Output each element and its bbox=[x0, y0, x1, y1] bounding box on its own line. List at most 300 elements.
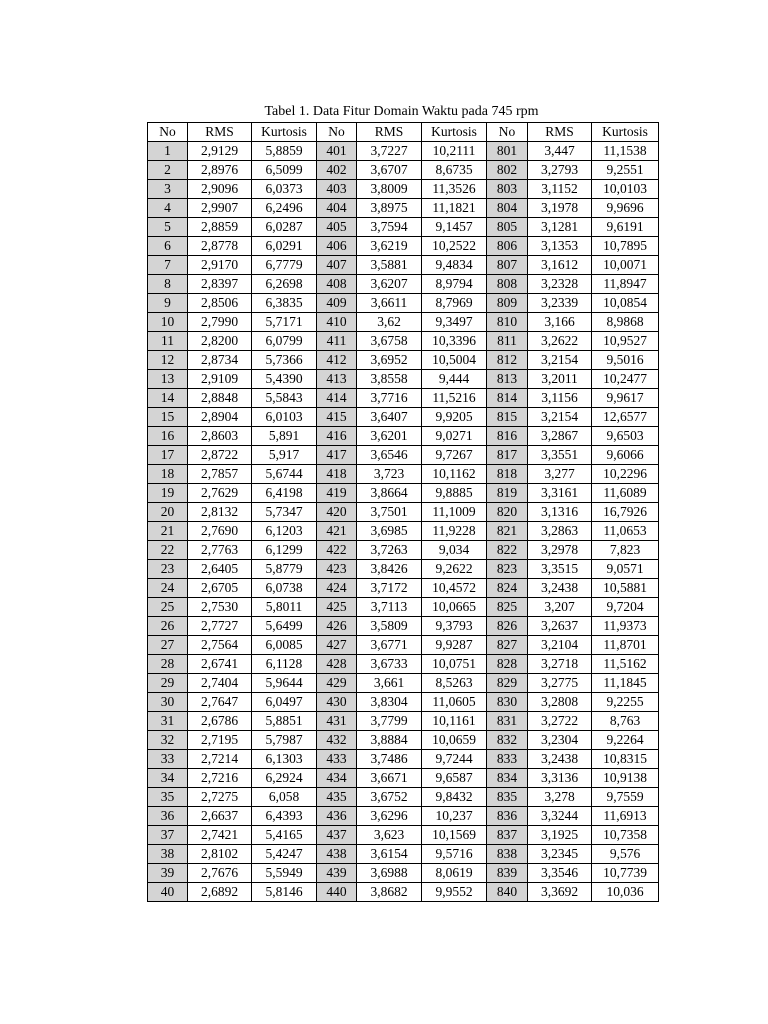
cell-kurtosis: 6,0103 bbox=[252, 408, 317, 427]
cell-rms: 3,7263 bbox=[357, 541, 422, 560]
cell-kurtosis: 10,2296 bbox=[592, 465, 659, 484]
cell-rms: 3,723 bbox=[357, 465, 422, 484]
cell-kurtosis: 5,8851 bbox=[252, 712, 317, 731]
cell-kurtosis: 6,0291 bbox=[252, 237, 317, 256]
cell-rms: 3,2722 bbox=[528, 712, 592, 731]
cell-rms: 2,8102 bbox=[188, 845, 252, 864]
cell-no: 418 bbox=[317, 465, 357, 484]
cell-kurtosis: 9,8432 bbox=[422, 788, 487, 807]
cell-kurtosis: 8,5263 bbox=[422, 674, 487, 693]
cell-rms: 3,7486 bbox=[357, 750, 422, 769]
cell-no: 839 bbox=[487, 864, 528, 883]
cell-no: 407 bbox=[317, 256, 357, 275]
cell-kurtosis: 6,1303 bbox=[252, 750, 317, 769]
cell-kurtosis: 5,6499 bbox=[252, 617, 317, 636]
cell-kurtosis: 9,2264 bbox=[592, 731, 659, 750]
cell-kurtosis: 6,0497 bbox=[252, 693, 317, 712]
cell-no: 415 bbox=[317, 408, 357, 427]
cell-rms: 2,7530 bbox=[188, 598, 252, 617]
table-row bbox=[148, 484, 659, 503]
cell-kurtosis: 9,5016 bbox=[592, 351, 659, 370]
table-row bbox=[148, 712, 659, 731]
cell-kurtosis: 5,4247 bbox=[252, 845, 317, 864]
cell-kurtosis: 10,8315 bbox=[592, 750, 659, 769]
cell-kurtosis: 6,2698 bbox=[252, 275, 317, 294]
cell-kurtosis: 6,7779 bbox=[252, 256, 317, 275]
cell-kurtosis: 10,5881 bbox=[592, 579, 659, 598]
cell-no: 822 bbox=[487, 541, 528, 560]
table-row bbox=[148, 636, 659, 655]
cell-rms: 3,278 bbox=[528, 788, 592, 807]
cell-no: 421 bbox=[317, 522, 357, 541]
cell-kurtosis: 9,6587 bbox=[422, 769, 487, 788]
cell-kurtosis: 5,4390 bbox=[252, 370, 317, 389]
cell-rms: 3,1353 bbox=[528, 237, 592, 256]
table-row bbox=[148, 275, 659, 294]
cell-no: 34 bbox=[148, 769, 188, 788]
cell-kurtosis: 11,0605 bbox=[422, 693, 487, 712]
table-row bbox=[148, 142, 659, 161]
cell-no: 405 bbox=[317, 218, 357, 237]
cell-rms: 3,3515 bbox=[528, 560, 592, 579]
cell-kurtosis: 10,3396 bbox=[422, 332, 487, 351]
cell-no: 830 bbox=[487, 693, 528, 712]
cell-rms: 3,1152 bbox=[528, 180, 592, 199]
cell-rms: 2,6637 bbox=[188, 807, 252, 826]
table-row bbox=[148, 674, 659, 693]
cell-kurtosis: 8,763 bbox=[592, 712, 659, 731]
cell-no: 27 bbox=[148, 636, 188, 655]
table-row bbox=[148, 598, 659, 617]
cell-no: 24 bbox=[148, 579, 188, 598]
cell-rms: 3,2622 bbox=[528, 332, 592, 351]
cell-rms: 3,2863 bbox=[528, 522, 592, 541]
cell-kurtosis: 10,9527 bbox=[592, 332, 659, 351]
cell-no: 817 bbox=[487, 446, 528, 465]
cell-kurtosis: 10,0854 bbox=[592, 294, 659, 313]
cell-kurtosis: 10,1162 bbox=[422, 465, 487, 484]
cell-no: 15 bbox=[148, 408, 188, 427]
cell-kurtosis: 5,891 bbox=[252, 427, 317, 446]
cell-no: 20 bbox=[148, 503, 188, 522]
cell-no: 406 bbox=[317, 237, 357, 256]
cell-rms: 2,7195 bbox=[188, 731, 252, 750]
cell-rms: 3,2793 bbox=[528, 161, 592, 180]
cell-rms: 3,6733 bbox=[357, 655, 422, 674]
cell-kurtosis: 9,9287 bbox=[422, 636, 487, 655]
table-row bbox=[148, 408, 659, 427]
cell-rms: 3,2154 bbox=[528, 408, 592, 427]
cell-rms: 3,1612 bbox=[528, 256, 592, 275]
cell-kurtosis: 9,3793 bbox=[422, 617, 487, 636]
cell-rms: 2,7404 bbox=[188, 674, 252, 693]
cell-no: 31 bbox=[148, 712, 188, 731]
cell-no: 438 bbox=[317, 845, 357, 864]
cell-kurtosis: 11,1821 bbox=[422, 199, 487, 218]
cell-kurtosis: 9,4834 bbox=[422, 256, 487, 275]
cell-no: 808 bbox=[487, 275, 528, 294]
cell-no: 825 bbox=[487, 598, 528, 617]
cell-no: 819 bbox=[487, 484, 528, 503]
cell-kurtosis: 8,0619 bbox=[422, 864, 487, 883]
cell-rms: 2,6405 bbox=[188, 560, 252, 579]
cell-no: 434 bbox=[317, 769, 357, 788]
cell-rms: 3,7172 bbox=[357, 579, 422, 598]
cell-kurtosis: 9,444 bbox=[422, 370, 487, 389]
cell-rms: 2,8904 bbox=[188, 408, 252, 427]
cell-kurtosis: 6,5099 bbox=[252, 161, 317, 180]
cell-no: 812 bbox=[487, 351, 528, 370]
header-no: No bbox=[487, 123, 528, 142]
cell-kurtosis: 5,9644 bbox=[252, 674, 317, 693]
cell-rms: 3,2104 bbox=[528, 636, 592, 655]
cell-no: 17 bbox=[148, 446, 188, 465]
cell-kurtosis: 9,034 bbox=[422, 541, 487, 560]
cell-kurtosis: 5,8859 bbox=[252, 142, 317, 161]
cell-rms: 2,7763 bbox=[188, 541, 252, 560]
cell-rms: 2,7857 bbox=[188, 465, 252, 484]
cell-no: 431 bbox=[317, 712, 357, 731]
table-row bbox=[148, 731, 659, 750]
cell-no: 416 bbox=[317, 427, 357, 446]
cell-kurtosis: 10,0103 bbox=[592, 180, 659, 199]
cell-no: 436 bbox=[317, 807, 357, 826]
cell-rms: 3,207 bbox=[528, 598, 592, 617]
cell-rms: 3,6985 bbox=[357, 522, 422, 541]
table-row bbox=[148, 332, 659, 351]
cell-kurtosis: 6,0287 bbox=[252, 218, 317, 237]
cell-kurtosis: 8,9794 bbox=[422, 275, 487, 294]
table-row bbox=[148, 237, 659, 256]
cell-rms: 2,8506 bbox=[188, 294, 252, 313]
cell-no: 820 bbox=[487, 503, 528, 522]
cell-rms: 3,2978 bbox=[528, 541, 592, 560]
table-row bbox=[148, 883, 659, 902]
table-row bbox=[148, 655, 659, 674]
table-row bbox=[148, 389, 659, 408]
table-row bbox=[148, 256, 659, 275]
cell-no: 803 bbox=[487, 180, 528, 199]
cell-no: 834 bbox=[487, 769, 528, 788]
cell-kurtosis: 10,4572 bbox=[422, 579, 487, 598]
cell-kurtosis: 9,9617 bbox=[592, 389, 659, 408]
cell-kurtosis: 9,6066 bbox=[592, 446, 659, 465]
cell-kurtosis: 9,2255 bbox=[592, 693, 659, 712]
cell-no: 423 bbox=[317, 560, 357, 579]
cell-rms: 3,2011 bbox=[528, 370, 592, 389]
cell-no: 28 bbox=[148, 655, 188, 674]
cell-rms: 3,3551 bbox=[528, 446, 592, 465]
cell-no: 36 bbox=[148, 807, 188, 826]
cell-rms: 3,1316 bbox=[528, 503, 592, 522]
cell-rms: 3,8304 bbox=[357, 693, 422, 712]
table-row bbox=[148, 826, 659, 845]
cell-no: 809 bbox=[487, 294, 528, 313]
cell-rms: 2,6741 bbox=[188, 655, 252, 674]
cell-no: 831 bbox=[487, 712, 528, 731]
table-row bbox=[148, 541, 659, 560]
cell-no: 813 bbox=[487, 370, 528, 389]
cell-no: 417 bbox=[317, 446, 357, 465]
cell-rms: 2,6705 bbox=[188, 579, 252, 598]
cell-rms: 3,6707 bbox=[357, 161, 422, 180]
time-domain-feature-table bbox=[147, 122, 659, 902]
cell-no: 3 bbox=[148, 180, 188, 199]
cell-rms: 3,6952 bbox=[357, 351, 422, 370]
cell-no: 29 bbox=[148, 674, 188, 693]
cell-no: 16 bbox=[148, 427, 188, 446]
table-row bbox=[148, 617, 659, 636]
cell-kurtosis: 5,5949 bbox=[252, 864, 317, 883]
cell-no: 410 bbox=[317, 313, 357, 332]
cell-rms: 2,6786 bbox=[188, 712, 252, 731]
cell-kurtosis: 9,2622 bbox=[422, 560, 487, 579]
cell-rms: 3,3692 bbox=[528, 883, 592, 902]
cell-kurtosis: 9,2551 bbox=[592, 161, 659, 180]
cell-no: 404 bbox=[317, 199, 357, 218]
cell-rms: 2,9096 bbox=[188, 180, 252, 199]
cell-kurtosis: 9,9205 bbox=[422, 408, 487, 427]
cell-no: 835 bbox=[487, 788, 528, 807]
cell-kurtosis: 9,0571 bbox=[592, 560, 659, 579]
cell-rms: 2,7727 bbox=[188, 617, 252, 636]
cell-rms: 3,8682 bbox=[357, 883, 422, 902]
cell-no: 815 bbox=[487, 408, 528, 427]
cell-kurtosis: 5,917 bbox=[252, 446, 317, 465]
cell-kurtosis: 11,9228 bbox=[422, 522, 487, 541]
cell-rms: 3,6752 bbox=[357, 788, 422, 807]
cell-no: 21 bbox=[148, 522, 188, 541]
cell-kurtosis: 10,0659 bbox=[422, 731, 487, 750]
table-row bbox=[148, 560, 659, 579]
header-no: No bbox=[148, 123, 188, 142]
table-row bbox=[148, 503, 659, 522]
cell-kurtosis: 9,9552 bbox=[422, 883, 487, 902]
cell-rms: 3,6611 bbox=[357, 294, 422, 313]
cell-rms: 3,6407 bbox=[357, 408, 422, 427]
cell-rms: 3,5881 bbox=[357, 256, 422, 275]
cell-rms: 3,277 bbox=[528, 465, 592, 484]
table-row bbox=[148, 769, 659, 788]
cell-no: 9 bbox=[148, 294, 188, 313]
cell-kurtosis: 6,1299 bbox=[252, 541, 317, 560]
cell-no: 435 bbox=[317, 788, 357, 807]
table-row bbox=[148, 313, 659, 332]
cell-no: 805 bbox=[487, 218, 528, 237]
cell-no: 39 bbox=[148, 864, 188, 883]
cell-no: 806 bbox=[487, 237, 528, 256]
table-row bbox=[148, 864, 659, 883]
cell-rms: 3,6207 bbox=[357, 275, 422, 294]
cell-no: 11 bbox=[148, 332, 188, 351]
cell-rms: 3,6988 bbox=[357, 864, 422, 883]
table-row bbox=[148, 294, 659, 313]
cell-kurtosis: 8,9868 bbox=[592, 313, 659, 332]
cell-rms: 3,2438 bbox=[528, 579, 592, 598]
cell-kurtosis: 9,5716 bbox=[422, 845, 487, 864]
cell-no: 807 bbox=[487, 256, 528, 275]
header-rms: RMS bbox=[188, 123, 252, 142]
cell-no: 439 bbox=[317, 864, 357, 883]
cell-kurtosis: 10,1569 bbox=[422, 826, 487, 845]
header-kurtosis: Kurtosis bbox=[422, 123, 487, 142]
cell-kurtosis: 5,4165 bbox=[252, 826, 317, 845]
cell-no: 433 bbox=[317, 750, 357, 769]
table-row bbox=[148, 579, 659, 598]
cell-rms: 3,6219 bbox=[357, 237, 422, 256]
cell-rms: 3,3244 bbox=[528, 807, 592, 826]
cell-rms: 3,2718 bbox=[528, 655, 592, 674]
cell-rms: 3,2808 bbox=[528, 693, 592, 712]
cell-no: 816 bbox=[487, 427, 528, 446]
table-row bbox=[148, 788, 659, 807]
cell-kurtosis: 5,7366 bbox=[252, 351, 317, 370]
cell-kurtosis: 6,0373 bbox=[252, 180, 317, 199]
cell-no: 401 bbox=[317, 142, 357, 161]
cell-no: 838 bbox=[487, 845, 528, 864]
cell-no: 425 bbox=[317, 598, 357, 617]
cell-kurtosis: 10,7895 bbox=[592, 237, 659, 256]
cell-no: 23 bbox=[148, 560, 188, 579]
cell-no: 424 bbox=[317, 579, 357, 598]
cell-kurtosis: 11,5162 bbox=[592, 655, 659, 674]
cell-rms: 2,7990 bbox=[188, 313, 252, 332]
cell-no: 811 bbox=[487, 332, 528, 351]
cell-kurtosis: 9,7559 bbox=[592, 788, 659, 807]
cell-rms: 3,6546 bbox=[357, 446, 422, 465]
cell-kurtosis: 11,5216 bbox=[422, 389, 487, 408]
cell-kurtosis: 9,0271 bbox=[422, 427, 487, 446]
cell-no: 403 bbox=[317, 180, 357, 199]
cell-rms: 3,2339 bbox=[528, 294, 592, 313]
cell-rms: 2,8778 bbox=[188, 237, 252, 256]
cell-rms: 2,9109 bbox=[188, 370, 252, 389]
cell-kurtosis: 10,237 bbox=[422, 807, 487, 826]
cell-kurtosis: 9,9696 bbox=[592, 199, 659, 218]
cell-rms: 3,6771 bbox=[357, 636, 422, 655]
table-row bbox=[148, 807, 659, 826]
cell-kurtosis: 9,8885 bbox=[422, 484, 487, 503]
cell-kurtosis: 10,0751 bbox=[422, 655, 487, 674]
cell-kurtosis: 16,7926 bbox=[592, 503, 659, 522]
cell-no: 2 bbox=[148, 161, 188, 180]
cell-rms: 3,8975 bbox=[357, 199, 422, 218]
cell-no: 19 bbox=[148, 484, 188, 503]
cell-rms: 3,2637 bbox=[528, 617, 592, 636]
cell-no: 4 bbox=[148, 199, 188, 218]
table-row bbox=[148, 161, 659, 180]
cell-kurtosis: 10,0665 bbox=[422, 598, 487, 617]
cell-rms: 2,8859 bbox=[188, 218, 252, 237]
cell-rms: 3,2154 bbox=[528, 351, 592, 370]
cell-kurtosis: 9,576 bbox=[592, 845, 659, 864]
cell-kurtosis: 11,8947 bbox=[592, 275, 659, 294]
cell-kurtosis: 11,1538 bbox=[592, 142, 659, 161]
cell-rms: 3,6201 bbox=[357, 427, 422, 446]
cell-rms: 3,2328 bbox=[528, 275, 592, 294]
cell-kurtosis: 11,3526 bbox=[422, 180, 487, 199]
cell-no: 829 bbox=[487, 674, 528, 693]
cell-rms: 3,2304 bbox=[528, 731, 592, 750]
cell-no: 826 bbox=[487, 617, 528, 636]
table-row bbox=[148, 180, 659, 199]
cell-kurtosis: 6,0738 bbox=[252, 579, 317, 598]
cell-kurtosis: 10,5004 bbox=[422, 351, 487, 370]
cell-no: 412 bbox=[317, 351, 357, 370]
cell-rms: 3,3136 bbox=[528, 769, 592, 788]
header-rms: RMS bbox=[357, 123, 422, 142]
cell-kurtosis: 6,1203 bbox=[252, 522, 317, 541]
header-kurtosis: Kurtosis bbox=[252, 123, 317, 142]
cell-no: 420 bbox=[317, 503, 357, 522]
cell-rms: 3,1156 bbox=[528, 389, 592, 408]
cell-rms: 3,623 bbox=[357, 826, 422, 845]
table-row bbox=[148, 199, 659, 218]
cell-no: 22 bbox=[148, 541, 188, 560]
cell-no: 821 bbox=[487, 522, 528, 541]
cell-no: 801 bbox=[487, 142, 528, 161]
cell-kurtosis: 6,0799 bbox=[252, 332, 317, 351]
cell-no: 402 bbox=[317, 161, 357, 180]
cell-kurtosis: 7,823 bbox=[592, 541, 659, 560]
cell-no: 5 bbox=[148, 218, 188, 237]
cell-rms: 3,7227 bbox=[357, 142, 422, 161]
cell-no: 426 bbox=[317, 617, 357, 636]
cell-rms: 3,6758 bbox=[357, 332, 422, 351]
cell-no: 840 bbox=[487, 883, 528, 902]
cell-rms: 3,8426 bbox=[357, 560, 422, 579]
cell-rms: 3,1925 bbox=[528, 826, 592, 845]
cell-kurtosis: 9,1457 bbox=[422, 218, 487, 237]
cell-kurtosis: 10,2111 bbox=[422, 142, 487, 161]
cell-kurtosis: 10,036 bbox=[592, 883, 659, 902]
cell-rms: 2,9170 bbox=[188, 256, 252, 275]
cell-no: 411 bbox=[317, 332, 357, 351]
cell-no: 40 bbox=[148, 883, 188, 902]
cell-no: 419 bbox=[317, 484, 357, 503]
cell-rms: 2,7676 bbox=[188, 864, 252, 883]
cell-kurtosis: 11,6089 bbox=[592, 484, 659, 503]
cell-rms: 3,661 bbox=[357, 674, 422, 693]
table-caption: Tabel 1. Data Fitur Domain Waktu pada 745 rpm bbox=[264, 104, 539, 119]
cell-rms: 3,7799 bbox=[357, 712, 422, 731]
cell-no: 833 bbox=[487, 750, 528, 769]
cell-kurtosis: 10,1161 bbox=[422, 712, 487, 731]
cell-no: 827 bbox=[487, 636, 528, 655]
cell-rms: 3,2775 bbox=[528, 674, 592, 693]
cell-rms: 2,9907 bbox=[188, 199, 252, 218]
cell-kurtosis: 5,7171 bbox=[252, 313, 317, 332]
cell-kurtosis: 9,6191 bbox=[592, 218, 659, 237]
cell-no: 828 bbox=[487, 655, 528, 674]
cell-rms: 2,8132 bbox=[188, 503, 252, 522]
cell-no: 408 bbox=[317, 275, 357, 294]
cell-no: 823 bbox=[487, 560, 528, 579]
cell-rms: 2,8848 bbox=[188, 389, 252, 408]
cell-rms: 3,1978 bbox=[528, 199, 592, 218]
cell-no: 409 bbox=[317, 294, 357, 313]
header-rms: RMS bbox=[528, 123, 592, 142]
cell-kurtosis: 6,2496 bbox=[252, 199, 317, 218]
cell-kurtosis: 6,0085 bbox=[252, 636, 317, 655]
table-body bbox=[148, 142, 659, 902]
cell-rms: 2,7214 bbox=[188, 750, 252, 769]
cell-no: 25 bbox=[148, 598, 188, 617]
cell-kurtosis: 9,7244 bbox=[422, 750, 487, 769]
cell-no: 837 bbox=[487, 826, 528, 845]
cell-no: 413 bbox=[317, 370, 357, 389]
cell-no: 440 bbox=[317, 883, 357, 902]
